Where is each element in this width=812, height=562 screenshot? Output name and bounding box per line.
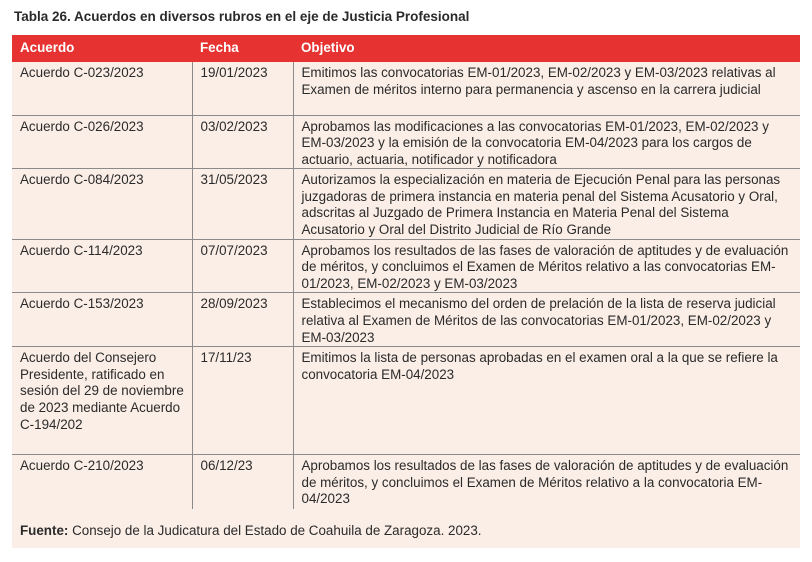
- cell-acuerdo: Acuerdo del Consejero Presidente, ratificado en sesión del 29 de noviembre de 2023 mediante Acuerdo C-194/202: [12, 347, 192, 455]
- cell-fecha: 19/01/2023: [192, 62, 293, 115]
- table-row: [12, 455, 800, 509]
- table-panel: [12, 35, 800, 548]
- cell-fecha: 07/07/2023: [192, 239, 293, 293]
- cell-acuerdo: Acuerdo C-084/2023: [12, 169, 192, 239]
- table-row: [12, 293, 800, 347]
- header-acuerdo: Acuerdo: [12, 35, 192, 62]
- table-row: [12, 239, 800, 293]
- table-row: [12, 169, 800, 239]
- header-objetivo: Objetivo: [293, 35, 800, 62]
- cell-objetivo: Aprobamos las modificaciones a las convocatorias EM-01/2023, EM-02/2023 y EM-03/2023 y la emisión de la convocatoria EM-04/2023 para los cargos de actuario, actuaria, notificador y notificadora: [293, 115, 800, 169]
- cell-acuerdo: Acuerdo C-210/2023: [20, 458, 144, 474]
- table-row: [12, 115, 800, 169]
- cell-objetivo: Aprobamos los resultados de las fases de valoración de aptitudes y de evaluación de méritos, y concluimos el Examen de Méritos relativo a la convocatoria EM-04/2023: [293, 455, 800, 509]
- cell-fecha: 28/09/2023: [192, 293, 293, 347]
- cell-objetivo: Emitimos las convocatorias EM-01/2023, EM-02/2023 y EM-03/2023 relativas al Examen de méritos interno para permanencia y ascenso en la carrera judicial: [293, 62, 800, 115]
- cell-fecha: 06/12/23: [192, 455, 293, 509]
- cell-acuerdo: Acuerdo C-153/2023: [12, 293, 192, 347]
- cell-objetivo: Autorizamos la especialización en materia de Ejecución Penal para las personas juzgadoras de primera instancia en materia penal del Sistema Acusatorio y Oral, adscritas al Juzgado de Primera Instancia en Materia Penal del Sistema Acusatorio y Oral del Distrito Judicial de Río Grande: [293, 169, 800, 239]
- header-fecha: Fecha: [192, 35, 293, 62]
- table-row: [12, 62, 800, 115]
- cell-fecha: 31/05/2023: [192, 169, 293, 239]
- cell-objetivo: Establecimos el mecanismo del orden de prelación de la lista de reserva judicial relativa al Examen de Méritos de las convocatorias EM-01/2023, EM-02/2023 y EM-03/2023: [293, 293, 800, 347]
- source-text: Consejo de la Judicatura del Estado de Coahuila de Zaragoza. 2023.: [68, 523, 482, 538]
- cell-acuerdo: Acuerdo C-114/2023: [12, 239, 192, 293]
- source-label: Fuente:: [20, 523, 69, 538]
- cell-objetivo: Aprobamos los resultados de las fases de valoración de aptitudes y de evaluación de méritos, y concluimos el Examen de Méritos relativo a las convocatorias EM-01/2023, EM-02/2023 y EM-03/2023: [293, 239, 800, 293]
- cell-fecha: 03/02/2023: [192, 115, 293, 169]
- cell-acuerdo: Acuerdo C-026/2023: [12, 115, 192, 169]
- cell-fecha: 17/11/23: [192, 347, 293, 455]
- table-row: [12, 347, 800, 455]
- table-caption: Tabla 26. Acuerdos en diversos rubros en el eje de Justicia Profesional: [14, 9, 470, 24]
- table-header-row: [12, 35, 800, 62]
- source-note: [20, 523, 482, 538]
- agreements-table: [12, 35, 800, 509]
- cell-objetivo: Emitimos la lista de personas aprobadas en el examen oral a la que se refiere la convocatoria EM-04/2023: [293, 347, 800, 455]
- cell-acuerdo: Acuerdo C-023/2023: [12, 62, 192, 115]
